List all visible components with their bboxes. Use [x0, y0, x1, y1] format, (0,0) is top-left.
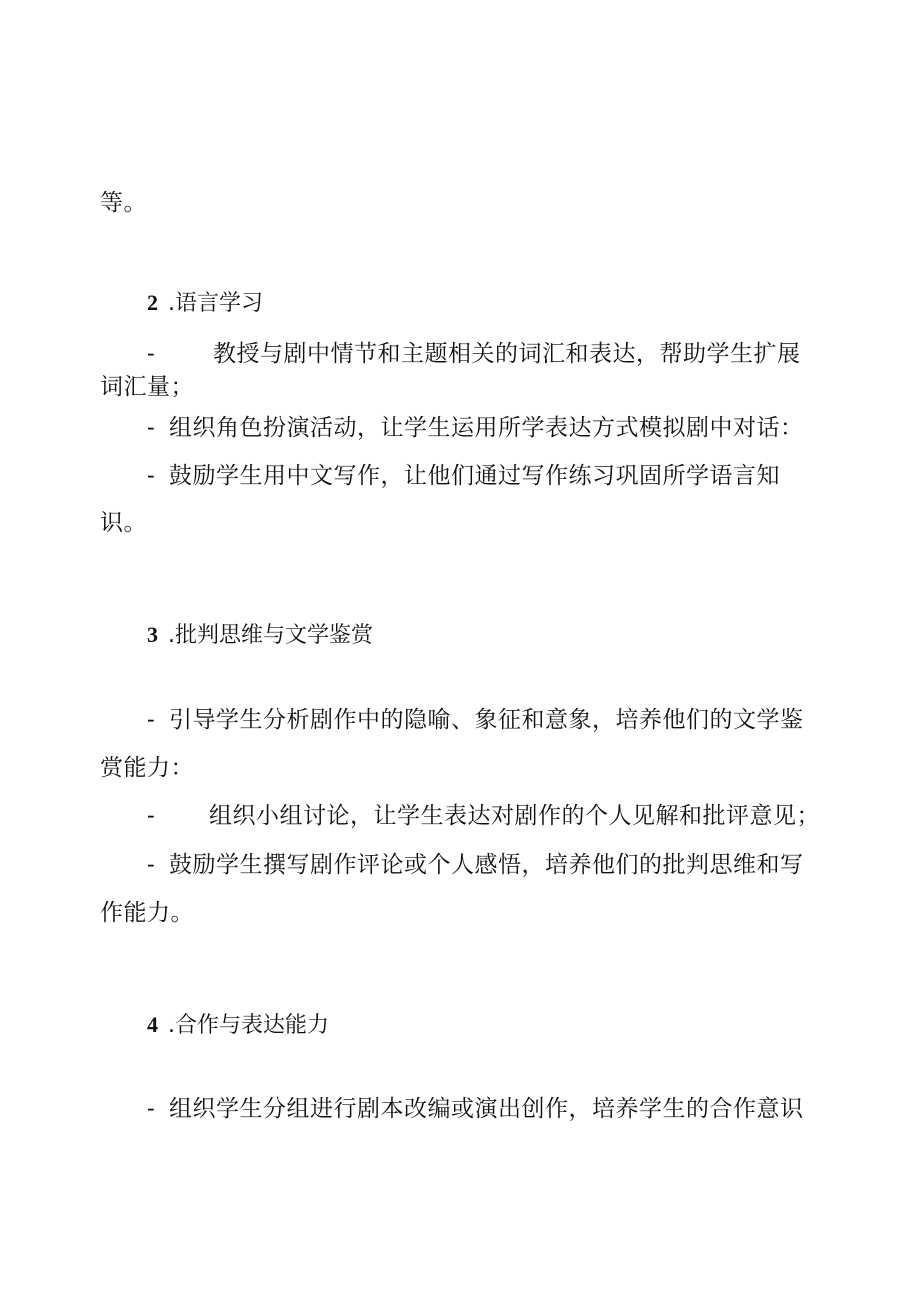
bullet-dash: - [147, 803, 156, 829]
list-item-text: 教授与剧中情节和主题相关的词汇和表达，帮助学生扩展 [213, 341, 801, 367]
section-heading-2 [147, 288, 263, 319]
list-item-continuation: 词汇量； [100, 374, 194, 400]
section-number: 3 [147, 622, 158, 647]
section-title: .合作与表达能力 [168, 1013, 329, 1038]
list-item-continuation: 赏能力： [100, 755, 194, 781]
list-item [147, 1094, 804, 1124]
list-item-text: 组织学生分组进行剧本改编或演出创作，培养学生的合作意识 [169, 1096, 804, 1122]
bullet-dash: - [147, 415, 156, 441]
list-item-text: 组织小组讨论，让学生表达对剧作的个人见解和批评意见； [209, 803, 820, 829]
intro-tail-text: 等。 [100, 190, 147, 216]
list-item-text: 引导学生分析剧作中的隐喻、象征和意象，培养他们的文学鉴 [169, 707, 804, 733]
list-item-continuation: 识。 [100, 510, 147, 536]
list-item-text: 鼓励学生用中文写作，让他们通过写作练习巩固所学语言知 [169, 463, 780, 489]
bullet-dash: - [147, 852, 156, 878]
section-title: .批判思维与文学鉴赏 [168, 623, 373, 648]
list-item-text: 组织角色扮演活动，让学生运用所学表达方式模拟剧中对话： [169, 415, 804, 441]
list-item [147, 413, 804, 443]
list-item [147, 801, 820, 831]
bullet-dash: - [147, 341, 156, 367]
section-title: .语言学习 [168, 291, 263, 316]
list-item [147, 339, 801, 369]
bullet-dash: - [147, 463, 156, 489]
section-number: 2 [147, 290, 158, 315]
bullet-dash: - [147, 1096, 156, 1122]
list-item [147, 705, 804, 735]
bullet-dash: - [147, 707, 156, 733]
list-item [147, 850, 804, 880]
section-heading-4 [147, 1010, 329, 1041]
section-number: 4 [147, 1012, 158, 1037]
list-item-continuation: 作能力。 [100, 900, 194, 926]
section-heading-3 [147, 620, 373, 651]
list-item-text: 鼓励学生撰写剧作评论或个人感悟，培养他们的批判思维和写 [169, 852, 804, 878]
list-item [147, 461, 780, 491]
